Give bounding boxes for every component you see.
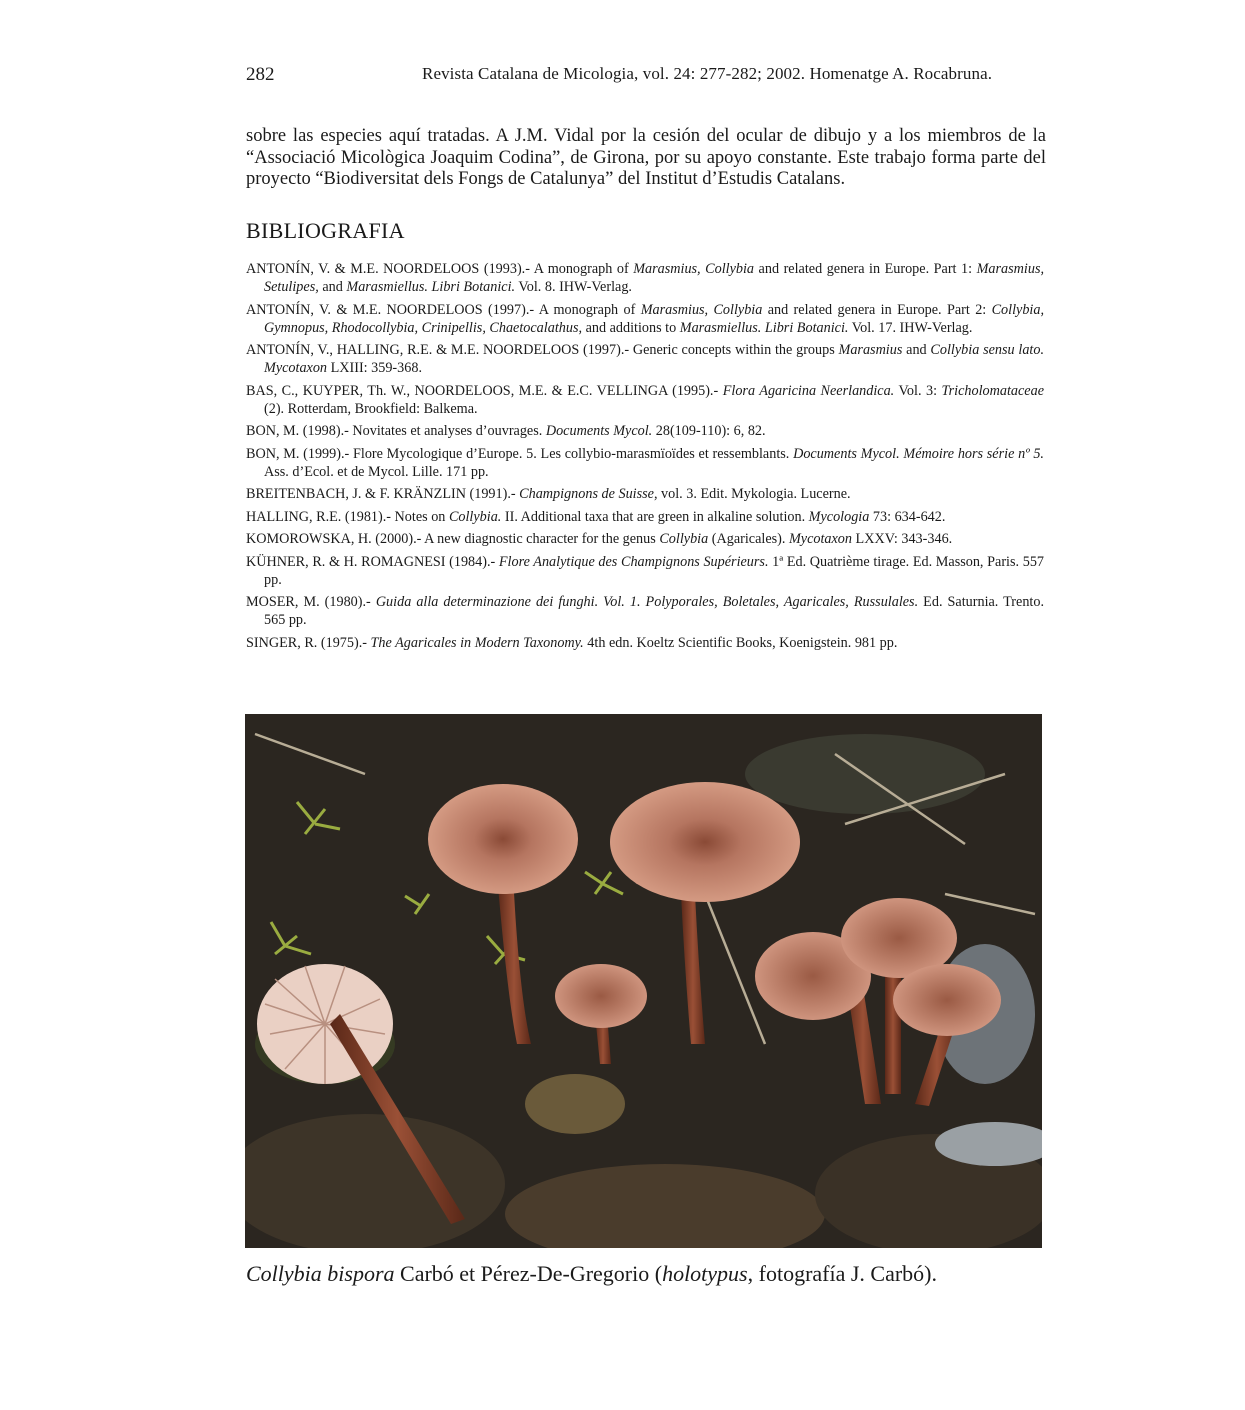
mushroom-photograph [245, 714, 1042, 1248]
text-run: 1ª Ed. Quatrième tirage. Ed. Masson, Paris. 557 pp. [264, 553, 1045, 588]
reference-entry [246, 634, 1044, 652]
italic-text: Collybia. [448, 508, 502, 525]
italic-text: Collybia sensu lato. Mycotaxon [264, 342, 1044, 376]
italic-text: holotypus [662, 1261, 748, 1286]
text-run: (Agaricales). [708, 531, 789, 547]
text-run: and related genera in Europe. Part 1: [754, 261, 977, 277]
text-run: Ass. d’Ecol. et de Mycol. Lille. 171 pp. [264, 463, 489, 480]
text-run: 73: 634-642. [869, 508, 946, 525]
text-run: Carbó et Pérez-De-Gregorio ( [394, 1261, 663, 1286]
italic-text: Tricholomataceae [941, 382, 1044, 399]
text-run: BON, M. (1999).- Flore Mycologique d’Europe. 5. Les collybio-marasmïoïdes et ressemblants. [246, 445, 794, 462]
reference-entry [246, 445, 1044, 481]
intro-paragraph: sobre las especies aquí tratadas. A J.M. Vidal por la cesión del ocular de dibujo y a los miembros de la “Associació Micològica Joaquim Codina”, de Girona, por su apoyo constante. Este trabajo forma parte del proyecto “Biodiversitat dels Fongs de Catalunya” del Institut d’Estudis Catalans. [246, 126, 1046, 189]
italic-text: Mycologia [808, 508, 870, 525]
italic-text: Flora Agaricina Neerlandica. [722, 382, 895, 399]
text-run: Ed. Saturnia. Trento. 565 pp. [264, 594, 1045, 628]
figure-caption [246, 1261, 937, 1287]
text-run: II. Additional taxa that are green in alkaline solution. [501, 508, 809, 525]
text-run: SINGER, R. (1975).- [246, 634, 371, 651]
text-run: Vol. 17. IHW-Verlag. [848, 319, 973, 336]
italic-text: Collybia bispora [246, 1261, 395, 1286]
reference-entry [246, 508, 1044, 526]
reference-list [246, 260, 1044, 656]
text-run: (2). Rotterdam, Brookfield: Balkema. [264, 400, 478, 417]
italic-text: Marasmius, Setulipes, [264, 261, 1045, 295]
reference-entry [246, 553, 1044, 589]
italic-text: Collybia, Gymnopus, Rhodocollybia, Crinipellis, Chaetocalathus, [264, 301, 1045, 336]
italic-text: Collybia [659, 531, 709, 547]
reference-entry [246, 260, 1044, 296]
text-run: LXIII: 359-368. [327, 360, 422, 376]
text-run: BAS, C., KUYPER, Th. W., NOORDELOOS, M.E. & E.C. VELLINGA (1995).- [246, 382, 723, 399]
text-run: and [318, 279, 347, 295]
running-header: Revista Catalana de Micologia, vol. 24: 277-282; 2002. Homenatge A. Rocabruna. [422, 64, 993, 83]
text-run: LXXV: 343-346. [851, 531, 953, 547]
text-run: KÜHNER, R. & H. ROMAGNESI (1984).- [246, 553, 499, 570]
italic-text: Marasmius [838, 342, 903, 358]
text-run: ANTONÍN, V. & M.E. NOORDELOOS (1993).- A monograph of [246, 261, 634, 277]
reference-entry [246, 485, 1044, 503]
reference-entry [246, 530, 1044, 548]
italic-text: Champignons de Suisse [519, 486, 654, 502]
reference-entry [246, 593, 1044, 629]
italic-text: Flore Analytique des Champignons Supérieurs. [498, 553, 769, 570]
italic-text: Marasmius, Collybia [633, 261, 755, 277]
text-run: Vol. 8. IHW-Verlag. [515, 279, 632, 295]
text-run: and related genera in Europe. Part 2: [762, 301, 992, 318]
text-run: KOMOROWSKA, H. (2000).- A new diagnostic character for the genus [246, 531, 660, 547]
italic-text: Documents Mycol. [545, 423, 653, 439]
text-run: 28(109-110): 6, 82. [652, 423, 766, 439]
italic-text: Marasmiellus. Libri Botanici. [346, 279, 516, 295]
italic-text: Documents Mycol. Mémoire hors série nº 5. [793, 445, 1044, 462]
text-run: , fotografía J. Carbó). [747, 1261, 938, 1286]
text-run: ANTONÍN, V. & M.E. NOORDELOOS (1997).- A monograph of [246, 301, 641, 318]
text-run: Vol. 3: [894, 382, 942, 399]
italic-text: The Agaricales in Modern Taxonomy. [370, 634, 584, 651]
text-run: BON, M. (1998).- Novitates et analyses d’ouvrages. [246, 423, 546, 439]
text-run: and additions to [582, 319, 680, 336]
text-run: and [902, 342, 931, 358]
text-run: BREITENBACH, J. & F. KRÄNZLIN (1991).- [246, 486, 520, 502]
italic-text: Mycotaxon [788, 531, 852, 547]
text-run: ANTONÍN, V., HALLING, R.E. & M.E. NOORDELOOS (1997).- Generic concepts within the groups [246, 342, 839, 358]
italic-text: Guida alla determinazione dei funghi. Vol. 1. Polyporales, Boletales, Agaricales, Russulales. [375, 594, 919, 610]
reference-entry [246, 382, 1044, 418]
italic-text: Marasmiellus. Libri Botanici. [679, 319, 849, 336]
reference-entry [246, 341, 1044, 377]
reference-entry [246, 422, 1044, 440]
text-run: 4th edn. Koeltz Scientific Books, Koenigstein. 981 pp. [583, 634, 898, 651]
reference-entry [246, 301, 1044, 337]
italic-text: Marasmius, Collybia [640, 301, 763, 318]
text-run: , vol. 3. Edit. Mykologia. Lucerne. [653, 486, 851, 502]
text-run: MOSER, M. (1980).- [246, 594, 376, 610]
bibliography-heading: BIBLIOGRAFIA [246, 218, 405, 243]
text-run: HALLING, R.E. (1981).- Notes on [246, 508, 449, 525]
page-number: 282 [246, 64, 275, 85]
